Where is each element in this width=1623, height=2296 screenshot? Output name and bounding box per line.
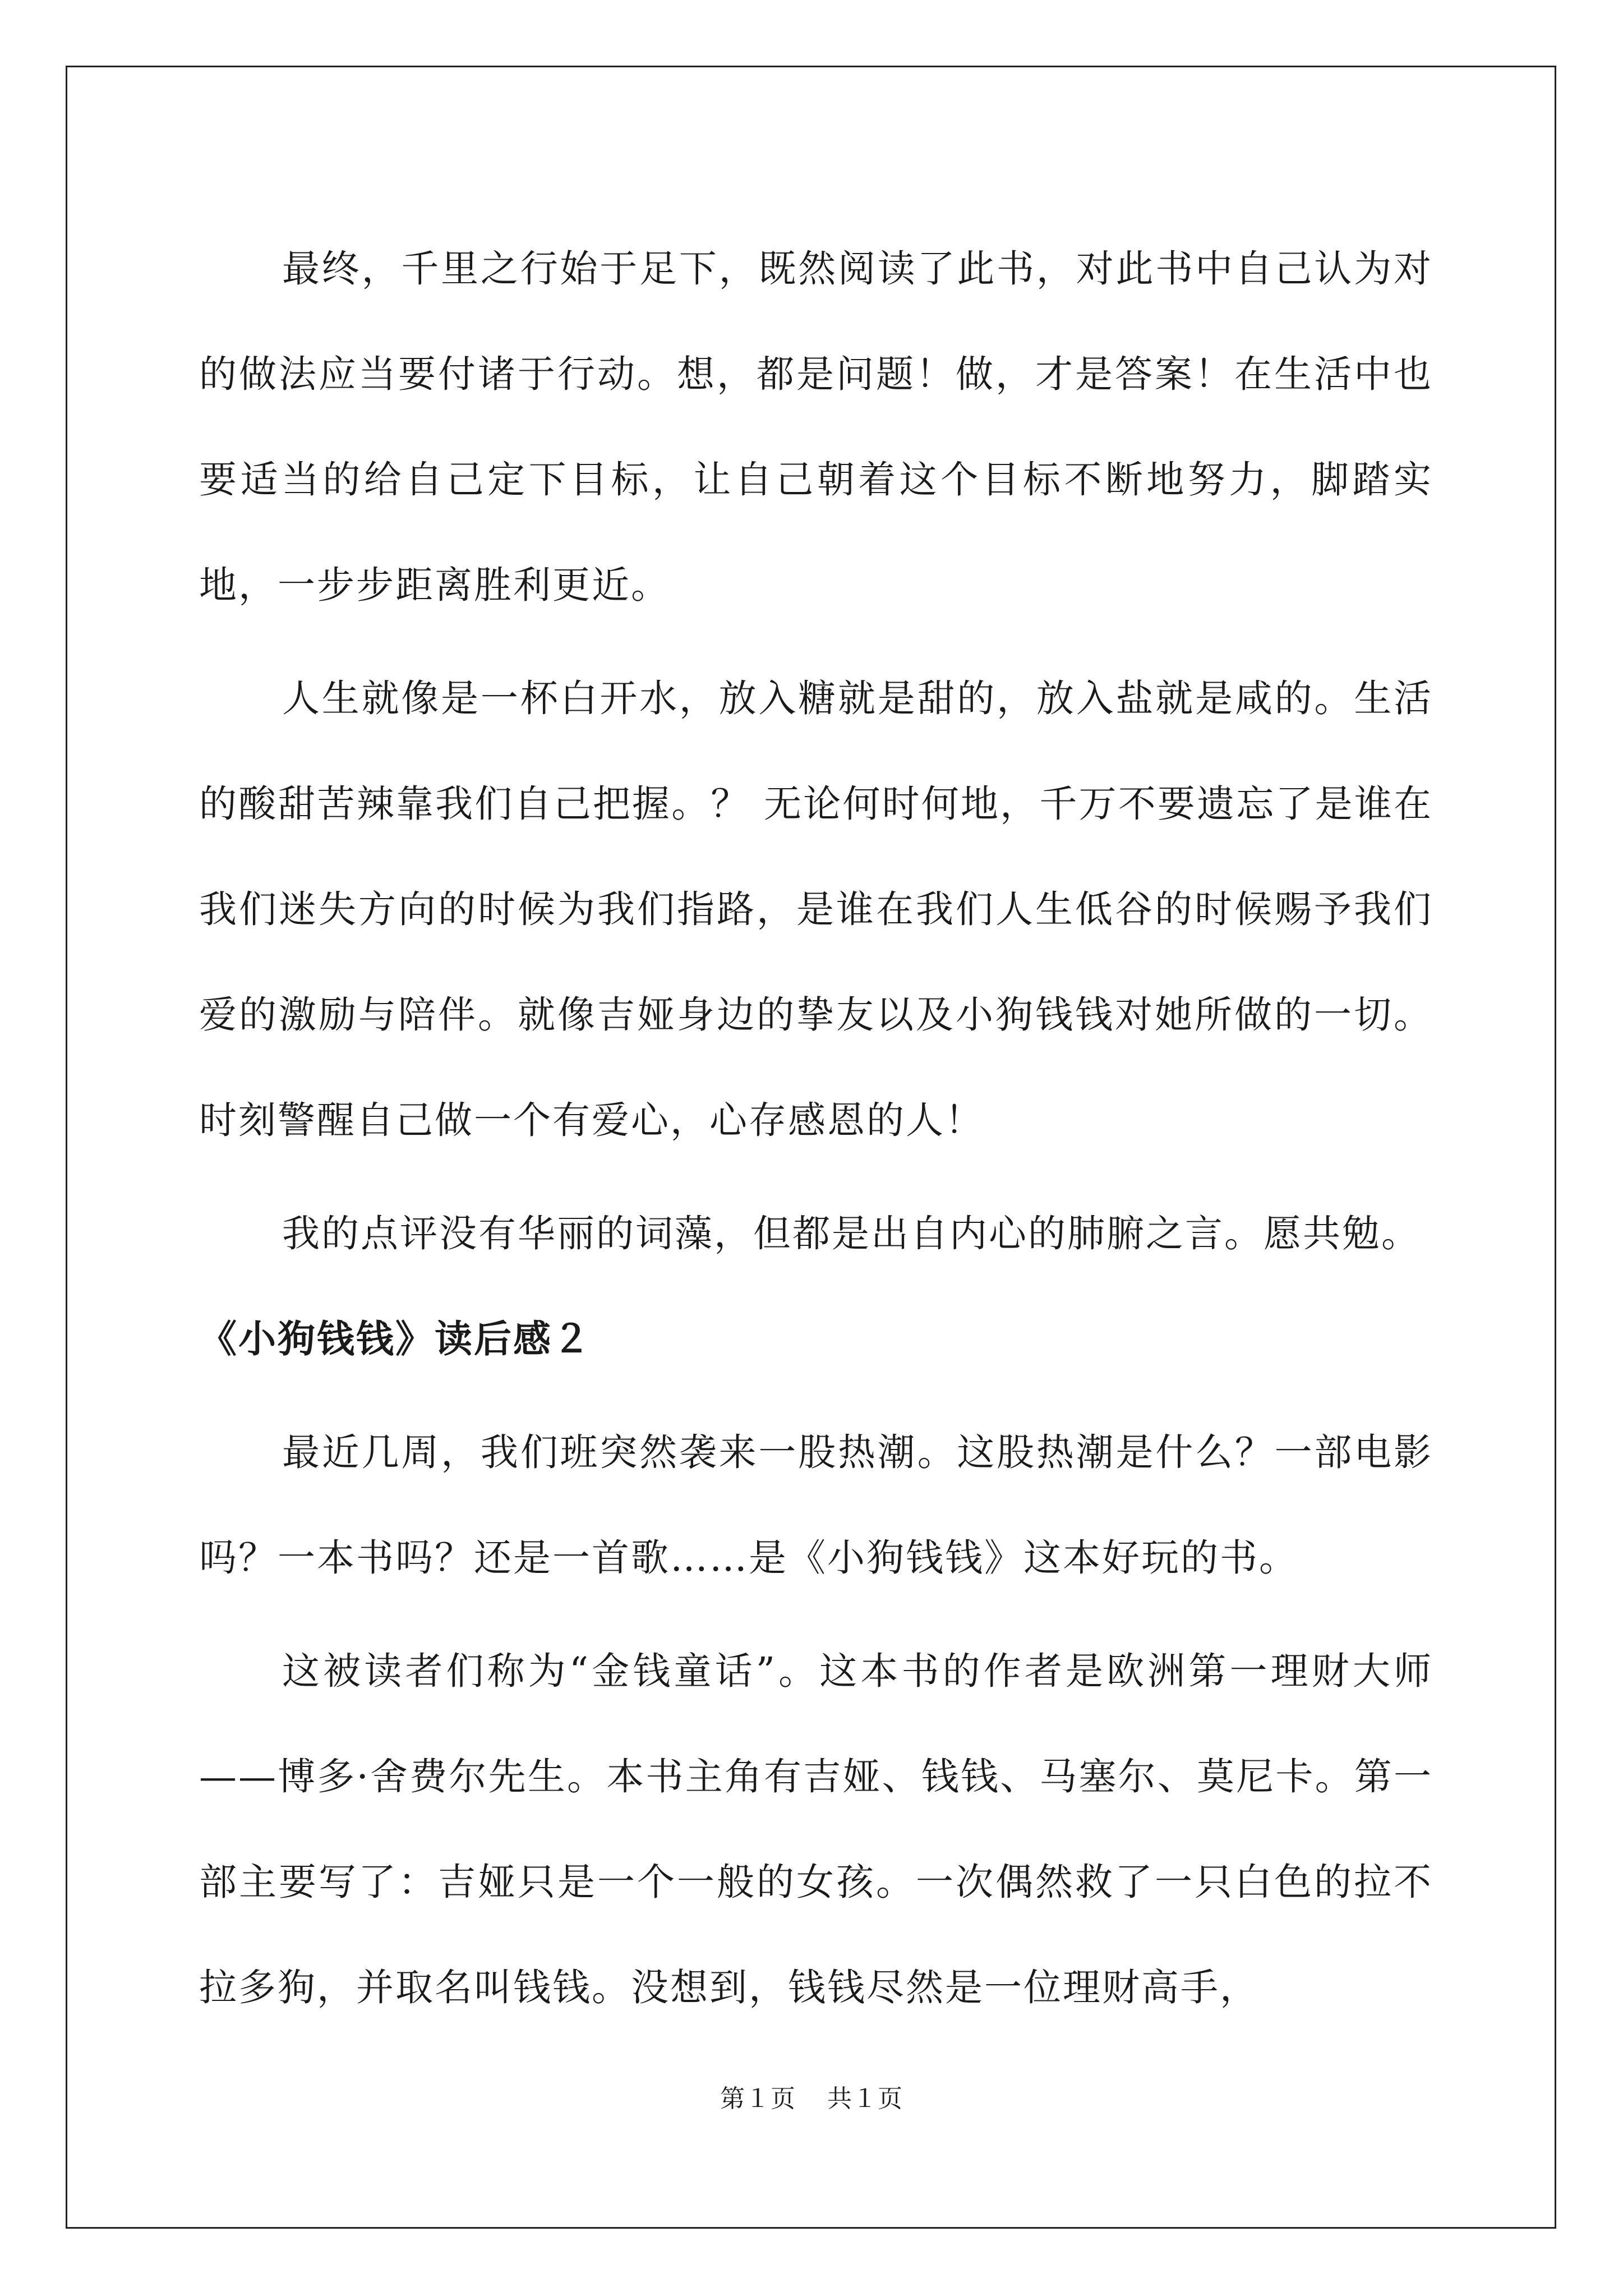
page-total: 共１页 xyxy=(827,2085,903,2113)
section-title: 《小狗钱钱》读后感２ xyxy=(199,1317,592,1361)
paragraph-1: 最终，千里之行始于足下，既然阅读了此书，对此书中自己认为对的做法应当要付诸于行动。想，都是问题！做，才是答案！在生活中也要适当的给自己定下目标，让自己朝着这个目标不断地努力，脚踏实地，一步步距离胜利更近。 xyxy=(199,247,1433,607)
page-number: 第１页 xyxy=(720,2085,796,2113)
document-body xyxy=(199,216,1433,2040)
paragraph-3: 我的点评没有华丽的词藻，但都是出自内心的肺腑之言。愿共勉。 xyxy=(282,1212,1421,1255)
page-footer xyxy=(0,2082,1623,2116)
paragraph-2: 人生就像是一杯白开水，放入糖就是甜的，放入盐就是咸的。生活的酸甜苦辣靠我们自己把握。？ 无论何时何地，千万不要遗忘了是谁在我们迷失方向的时候为我们指路，是谁在我们人生低谷的时候赐予我们爱的激励与陪伴。就像吉娅身边的挚友以及小狗钱钱对她所做的一切。时刻警醒自己做一个有爱心，心存感恩的人！ xyxy=(199,677,1433,1142)
section-paragraph-1: 最近几周，我们班突然袭来一股热潮。这股热潮是什么？一部电影吗？一本书吗？还是一首歌……是《小狗钱钱》这本好玩的书。 xyxy=(199,1430,1433,1580)
section-paragraph-2: 这被读者们称为“金钱童话”。这本书的作者是欧洲第一理财大师——博多·舍费尔先生。本书主角有吉娅、钱钱、马塞尔、莫尼卡。第一部主要写了：吉娅只是一个一般的女孩。一次偶然救了一只白色的拉不拉多狗，并取名叫钱钱。没想到，钱钱尽然是一位理财高手， xyxy=(199,1649,1433,2009)
